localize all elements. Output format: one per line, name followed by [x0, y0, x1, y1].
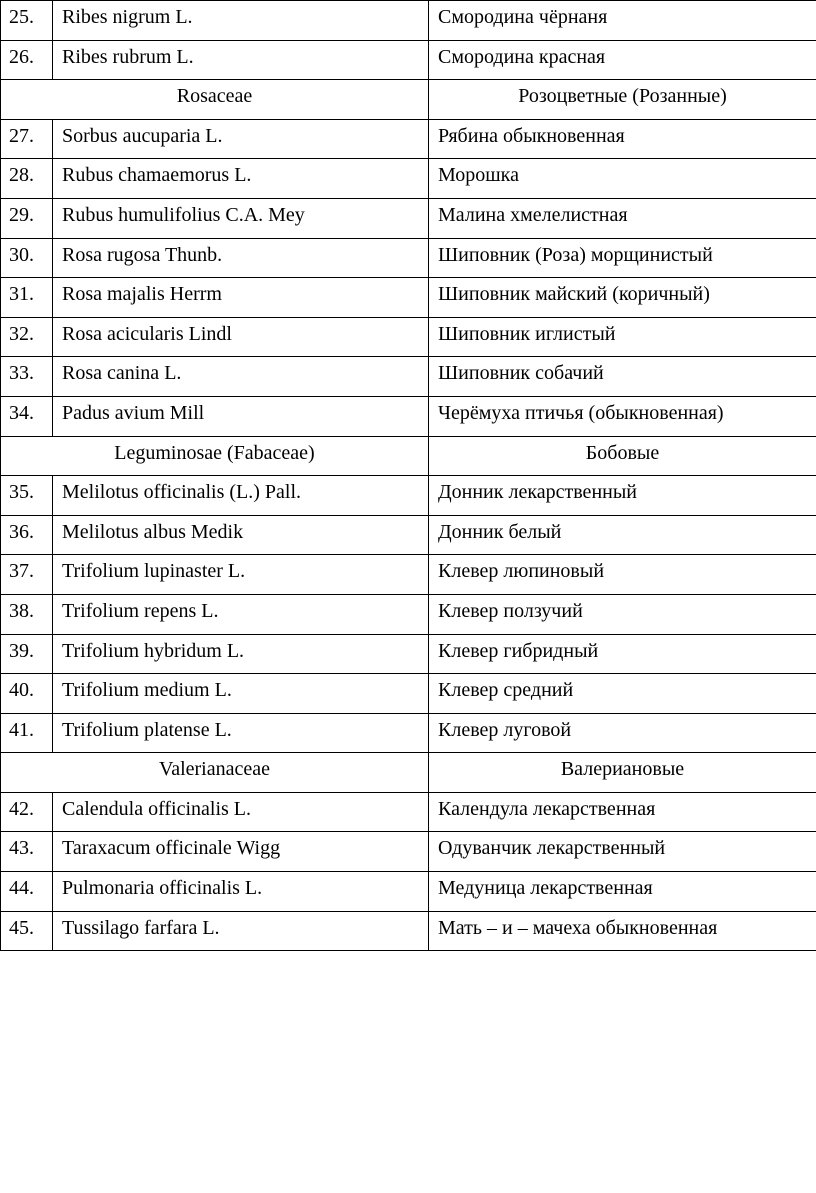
row-number: 29. [1, 198, 53, 238]
species-row [1, 634, 816, 674]
latin-name: Sorbus aucuparia L. [53, 119, 429, 159]
latin-name: Calendula officinalis L. [53, 792, 429, 832]
row-number: 36. [1, 515, 53, 555]
species-row [1, 238, 816, 278]
russian-name: Рябина обыкновенная [429, 119, 816, 159]
latin-name: Melilotus albus Medik [53, 515, 429, 555]
row-number: 35. [1, 476, 53, 516]
russian-name: Календула лекарственная [429, 792, 816, 832]
row-number: 32. [1, 317, 53, 357]
family-russian-name: Валериановые [429, 753, 816, 793]
russian-name: Черёмуха птичья (обыкновенная) [429, 396, 816, 436]
russian-name: Шиповник майский (коричный) [429, 278, 816, 318]
latin-name: Trifolium lupinaster L. [53, 555, 429, 595]
russian-name: Шиповник (Роза) морщинистый [429, 238, 816, 278]
latin-name: Rosa majalis Herrm [53, 278, 429, 318]
row-number: 30. [1, 238, 53, 278]
family-russian-name: Бобовые [429, 436, 816, 476]
species-row [1, 40, 816, 80]
latin-name: Rosa rugosa Thunb. [53, 238, 429, 278]
latin-name: Trifolium repens L. [53, 594, 429, 634]
species-row [1, 476, 816, 516]
latin-name: Trifolium hybridum L. [53, 634, 429, 674]
russian-name: Одуванчик лекарственный [429, 832, 816, 872]
russian-name: Клевер люпиновый [429, 555, 816, 595]
species-row [1, 872, 816, 912]
species-row [1, 515, 816, 555]
species-row [1, 119, 816, 159]
russian-name: Шиповник иглистый [429, 317, 816, 357]
russian-name: Смородина чёрнаня [429, 1, 816, 41]
species-row [1, 792, 816, 832]
russian-name: Шиповник собачий [429, 357, 816, 397]
species-row [1, 198, 816, 238]
family-latin-name: Rosaceae [1, 80, 429, 120]
species-row [1, 278, 816, 318]
latin-name: Rosa acicularis Lindl [53, 317, 429, 357]
species-row [1, 357, 816, 397]
table-body [1, 1, 816, 951]
species-row [1, 674, 816, 714]
row-number: 37. [1, 555, 53, 595]
species-row [1, 832, 816, 872]
russian-name: Донник лекарственный [429, 476, 816, 516]
row-number: 25. [1, 1, 53, 41]
family-russian-name: Розоцветные (Розанные) [429, 80, 816, 120]
latin-name: Trifolium medium L. [53, 674, 429, 714]
latin-name: Taraxacum officinale Wigg [53, 832, 429, 872]
row-number: 45. [1, 911, 53, 951]
species-row [1, 317, 816, 357]
species-row [1, 555, 816, 595]
row-number: 27. [1, 119, 53, 159]
latin-name: Trifolium platense L. [53, 713, 429, 753]
latin-name: Ribes rubrum L. [53, 40, 429, 80]
latin-name: Rosa canina L. [53, 357, 429, 397]
russian-name: Малина хмелелистная [429, 198, 816, 238]
family-header-row [1, 753, 816, 793]
russian-name: Клевер луговой [429, 713, 816, 753]
russian-name: Клевер гибридный [429, 634, 816, 674]
latin-name: Tussilago farfara L. [53, 911, 429, 951]
row-number: 26. [1, 40, 53, 80]
latin-name: Rubus humulifolius C.A. Mey [53, 198, 429, 238]
family-latin-name: Leguminosae (Fabaceae) [1, 436, 429, 476]
row-number: 38. [1, 594, 53, 634]
row-number: 33. [1, 357, 53, 397]
species-row [1, 1, 816, 41]
species-row [1, 396, 816, 436]
row-number: 31. [1, 278, 53, 318]
species-row [1, 911, 816, 951]
latin-name: Rubus chamaemorus L. [53, 159, 429, 199]
russian-name: Смородина красная [429, 40, 816, 80]
row-number: 39. [1, 634, 53, 674]
russian-name: Клевер средний [429, 674, 816, 714]
species-row [1, 713, 816, 753]
row-number: 44. [1, 872, 53, 912]
russian-name: Медуница лекарственная [429, 872, 816, 912]
family-header-row [1, 80, 816, 120]
russian-name: Клевер ползучий [429, 594, 816, 634]
row-number: 40. [1, 674, 53, 714]
latin-name: Padus avium Mill [53, 396, 429, 436]
species-row [1, 594, 816, 634]
russian-name: Морошка [429, 159, 816, 199]
latin-name: Melilotus officinalis (L.) Pall. [53, 476, 429, 516]
family-latin-name: Valerianaceae [1, 753, 429, 793]
russian-name: Донник белый [429, 515, 816, 555]
row-number: 34. [1, 396, 53, 436]
row-number: 28. [1, 159, 53, 199]
latin-name: Pulmonaria officinalis L. [53, 872, 429, 912]
row-number: 42. [1, 792, 53, 832]
russian-name: Мать – и – мачеха обыкновенная [429, 911, 816, 951]
row-number: 43. [1, 832, 53, 872]
family-header-row [1, 436, 816, 476]
row-number: 41. [1, 713, 53, 753]
latin-name: Ribes nigrum L. [53, 1, 429, 41]
species-row [1, 159, 816, 199]
